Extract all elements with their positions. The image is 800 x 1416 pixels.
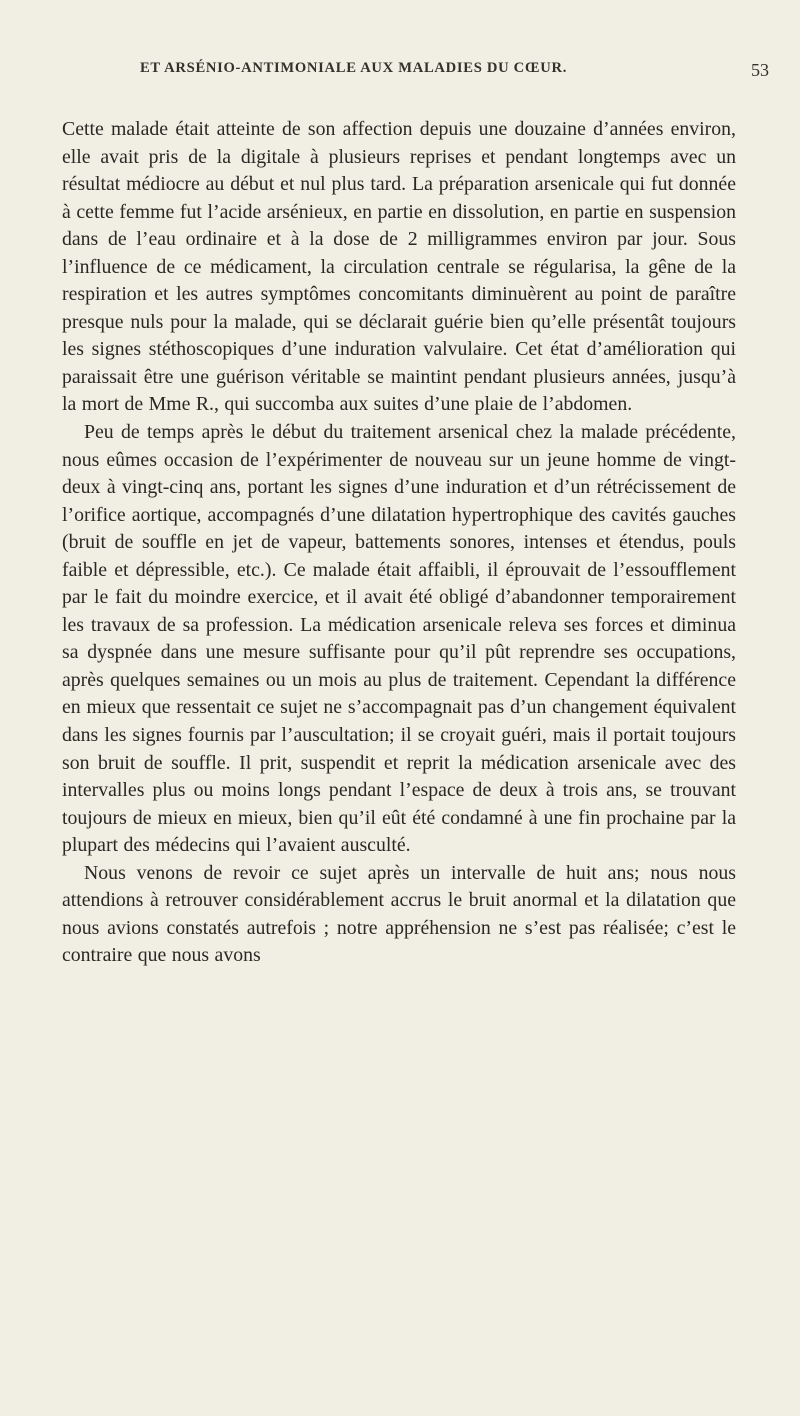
paragraph-1: Cette malade était atteinte de son affection depuis une douzaine d’années environ, elle avait pris de la digitale à plusieurs reprises et pendant longtemps avec un résultat médiocre au début et nul plus tard. La préparation arsenicale qui fut donnée à cette femme fut l’acide arsénieux, en partie en dissolution, en partie en suspension dans de l’eau ordinaire et à la dose de 2 milligrammes environ par jour. Sous l’influence de ce médicament, la circulation centrale se régularisa, la gêne de la respiration et les autres symptômes concomitants diminuèrent au point de paraître presque nuls pour la malade, qui se déclarait guérie bien qu’elle présentât toujours les signes stéthoscopiques d’une induration valvulaire. Cet état d’amélioration qui paraissait être une guérison véritable se maintint pendant plusieurs années, jusqu’à la mort de Mme R., qui succomba aux suites d’une plaie de l’abdomen. xyxy=(62,118,736,416)
paragraph-3: Nous venons de revoir ce sujet après un intervalle de huit ans; nous nous attendions à retrouver considérablement accrus le bruit anormal et la dilatation que nous avions constatés autrefois ; notre appréhension ne s’est pas réalisée; c’est le contraire que nous avons xyxy=(62,861,736,967)
running-head xyxy=(140,60,800,84)
running-head-title: ET ARSÉNIO-ANTIMONIALE AUX MALADIES DU CŒUR. xyxy=(140,60,568,76)
page-number: 53 xyxy=(751,60,769,80)
body-text xyxy=(62,116,736,970)
paragraph-2: Peu de temps après le début du traitement arsenical chez la malade précédente, nous eûmes occasion de l’expérimenter de nouveau sur un jeune homme de vingt-deux à vingt-cinq ans, portant les signes d’une induration et d’un rétrécissement de l’orifice aortique, accompagnés d’une dilatation hypertrophique des cavités gauches (bruit de souffle en jet de vapeur, battements sonores, intenses et étendus, pouls faible et dépressible, etc.). Ce malade était affaibli, il éprouvait de l’essoufflement par le fait du moindre exercice, et il avait été obligé d’abandonner temporairement les travaux de sa profession. La médication arsenicale releva ses forces et diminua sa dyspnée dans une mesure suffisante pour qu’il pût reprendre ses occupations, après quelques semaines ou un mois au plus de traitement. Cependant la différence en mieux que ressentait ce sujet ne s’accompagnait pas d’un changement équivalent dans les signes fournis par l’auscultation; il se croyait guéri, mais il portait toujours son bruit de souffle. Il prit, suspendit et reprit la médication arsenicale avec des intervalles plus ou moins longs pendant l’espace de deux à trois ans, se trouvant toujours de mieux en mieux, bien qu’il eût été condamné à une fin prochaine par la plupart des médecins qui l’avaient ausculté. xyxy=(62,421,736,857)
